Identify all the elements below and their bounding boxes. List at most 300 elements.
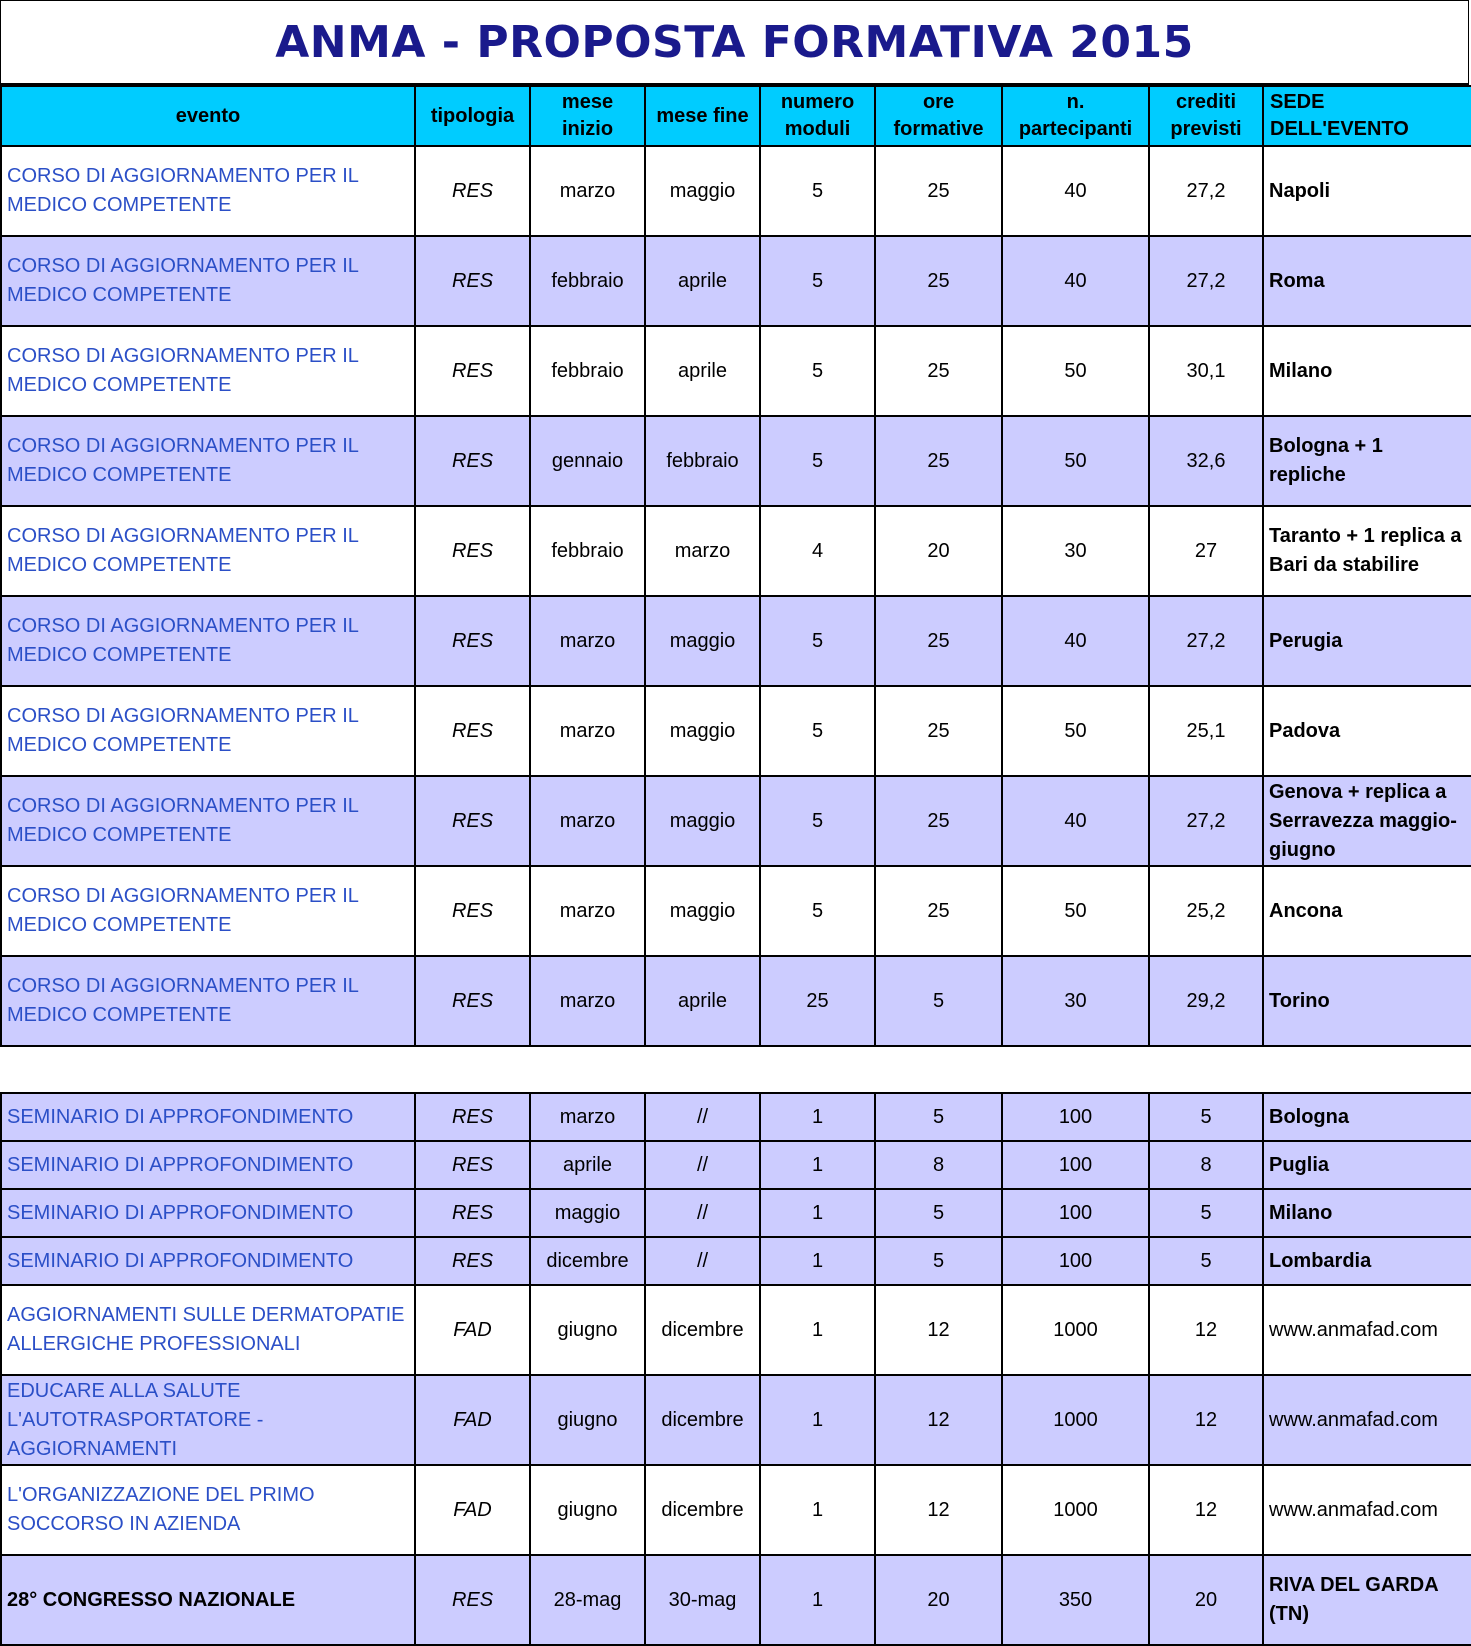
cell-evento-text: 28° CONGRESSO NAZIONALE (7, 1588, 296, 1611)
cell-mese-fine-text: febbraio (666, 449, 739, 472)
cell-mese-inizio[interactable] (530, 1141, 645, 1189)
cell-mese-inizio[interactable] (530, 1555, 645, 1645)
cell-mese-inizio-text: marzo (559, 1105, 616, 1128)
table-row (1, 1285, 1471, 1375)
cell-sede[interactable] (1263, 1375, 1471, 1465)
cell-crediti[interactable] (1149, 1375, 1263, 1465)
cell-numero-moduli[interactable] (760, 866, 875, 956)
cell-sede[interactable] (1263, 1285, 1471, 1375)
cell-numero-moduli-text: 5 (811, 269, 824, 292)
cell-ore-formative[interactable] (875, 776, 1002, 866)
cell-crediti[interactable] (1149, 1555, 1263, 1645)
cell-crediti[interactable] (1149, 236, 1263, 326)
cell-mese-fine[interactable] (645, 596, 760, 686)
cell-numero-moduli[interactable] (760, 1375, 875, 1465)
cell-crediti-text: 30,1 (1186, 359, 1226, 382)
cell-partecipanti-text: 100 (1058, 1249, 1093, 1272)
cell-crediti[interactable] (1149, 146, 1263, 236)
cell-tipologia[interactable] (415, 776, 530, 866)
cell-ore-formative[interactable] (875, 236, 1002, 326)
cell-numero-moduli[interactable] (760, 1285, 875, 1375)
cell-mese-fine[interactable] (645, 506, 760, 596)
cell-sede-text: Bari da stabilire (1269, 554, 1420, 576)
cell-mese-fine-text: aprile (678, 359, 727, 382)
cell-sede-text: Napoli (1269, 179, 1331, 202)
cell-evento[interactable] (1, 1465, 415, 1555)
cell-evento-text: ALLERGICHE PROFESSIONALI (7, 1333, 301, 1355)
cell-partecipanti[interactable] (1002, 1237, 1149, 1285)
cell-numero-moduli[interactable] (760, 596, 875, 686)
cell-numero-moduli-text: 1 (811, 1588, 824, 1611)
cell-mese-fine[interactable] (645, 1141, 760, 1189)
cell-partecipanti-text: 30 (1064, 989, 1087, 1012)
cell-tipologia[interactable] (415, 1375, 530, 1465)
table-row (1, 1375, 1471, 1465)
cell-mese-inizio[interactable] (530, 776, 645, 866)
cell-evento-text: MEDICO COMPETENTE (7, 644, 232, 666)
cell-tipologia[interactable] (415, 1237, 530, 1285)
cell-mese-inizio[interactable] (530, 1093, 645, 1141)
cell-numero-moduli[interactable] (760, 1189, 875, 1237)
table-row (1, 1237, 1471, 1285)
cell-evento-text: SEMINARIO DI APPROFONDIMENTO (7, 1249, 354, 1272)
cell-crediti-text: 25,1 (1186, 719, 1226, 742)
cell-tipologia-text: RES (451, 359, 494, 382)
cell-tipologia[interactable] (415, 416, 530, 506)
cell-numero-moduli-text: 1 (811, 1249, 824, 1272)
cell-partecipanti[interactable] (1002, 956, 1149, 1046)
cell-crediti-text: 12 (1194, 1318, 1218, 1341)
cell-evento[interactable] (1, 776, 415, 866)
cell-ore-formative[interactable] (875, 1555, 1002, 1645)
cell-mese-fine-text: maggio (669, 629, 736, 652)
cell-sede-text: Milano (1269, 359, 1333, 382)
cell-mese-inizio[interactable] (530, 866, 645, 956)
cell-numero-moduli[interactable] (760, 326, 875, 416)
cell-evento-text: L'ORGANIZZAZIONE DEL PRIMO (7, 1484, 315, 1506)
cell-partecipanti-text: 40 (1064, 269, 1087, 292)
cell-mese-fine[interactable] (645, 686, 760, 776)
cell-crediti-text: 8 (1200, 1153, 1212, 1176)
courses-table (0, 85, 1471, 1047)
cell-partecipanti[interactable] (1002, 596, 1149, 686)
cell-mese-inizio-text: aprile (563, 1153, 612, 1176)
cell-ore-formative[interactable] (875, 1093, 1002, 1141)
cell-numero-moduli-text: 1 (811, 1201, 824, 1224)
cell-mese-inizio[interactable] (530, 596, 645, 686)
cell-tipologia[interactable] (415, 866, 530, 956)
cell-mese-fine-text: maggio (669, 809, 736, 832)
cell-evento-text: MEDICO COMPETENTE (7, 374, 232, 396)
cell-crediti-text: 5 (1200, 1201, 1212, 1224)
cell-ore-formative[interactable] (875, 1237, 1002, 1285)
cell-mese-fine-text: 30-mag (668, 1588, 737, 1611)
cell-sede-text: Roma (1269, 269, 1325, 292)
cell-mese-inizio[interactable] (530, 1189, 645, 1237)
cell-mese-fine-text: aprile (678, 989, 727, 1012)
cell-numero-moduli-text: 5 (811, 179, 824, 202)
header-crediti[interactable]: crediti previsti (1149, 86, 1263, 146)
header-partecipanti[interactable]: n. partecipanti (1002, 86, 1149, 146)
cell-mese-fine-text: dicembre (661, 1318, 744, 1341)
cell-crediti[interactable] (1149, 1465, 1263, 1555)
cell-ore-formative[interactable] (875, 956, 1002, 1046)
cell-ore-formative[interactable] (875, 866, 1002, 956)
cell-ore-formative-text: 12 (927, 1498, 950, 1521)
cell-tipologia[interactable] (415, 596, 530, 686)
cell-evento-text: CORSO DI AGGIORNAMENTO PER IL (7, 345, 359, 367)
cell-partecipanti-text: 100 (1058, 1153, 1093, 1176)
cell-sede-text: www.anmafad.com (1269, 1498, 1438, 1521)
cell-evento[interactable] (1, 956, 415, 1046)
header-ore-formative[interactable]: ore formative (875, 86, 1002, 146)
cell-crediti[interactable] (1149, 1189, 1263, 1237)
cell-mese-inizio[interactable] (530, 1375, 645, 1465)
header-mese-fine[interactable]: mese fine (645, 86, 760, 146)
cell-crediti[interactable] (1149, 416, 1263, 506)
cell-tipologia[interactable] (415, 1465, 530, 1555)
cell-sede[interactable] (1263, 1141, 1471, 1189)
cell-ore-formative[interactable] (875, 596, 1002, 686)
cell-evento-text: MEDICO COMPETENTE (7, 464, 232, 486)
cell-ore-formative-text: 5 (932, 1105, 945, 1128)
cell-partecipanti[interactable] (1002, 686, 1149, 776)
cell-numero-moduli[interactable] (760, 1093, 875, 1141)
cell-sede-text: Genova + replica a (1269, 780, 1447, 803)
cell-sede[interactable] (1263, 1093, 1471, 1141)
cell-crediti[interactable] (1149, 1141, 1263, 1189)
cell-crediti-text: 27 (1194, 539, 1218, 562)
cell-partecipanti[interactable] (1002, 1465, 1149, 1555)
cell-tipologia[interactable] (415, 1141, 530, 1189)
cell-sede-text: Bologna + 1 repliche (1269, 435, 1383, 486)
cell-evento-text: EDUCARE ALLA SALUTE (7, 1379, 241, 1402)
cell-crediti-text: 27,2 (1186, 809, 1226, 832)
cell-mese-fine-text: dicembre (661, 1408, 744, 1431)
cell-ore-formative-text: 25 (927, 899, 950, 922)
cell-evento-text: SEMINARIO DI APPROFONDIMENTO (7, 1153, 354, 1176)
cell-crediti[interactable] (1149, 1285, 1263, 1375)
cell-crediti[interactable] (1149, 506, 1263, 596)
cell-numero-moduli[interactable] (760, 1465, 875, 1555)
cell-tipologia[interactable] (415, 1285, 530, 1375)
cell-ore-formative-text: 20 (927, 1588, 950, 1611)
cell-tipologia-text: RES (451, 449, 494, 472)
cell-mese-inizio-text: giugno (557, 1408, 618, 1431)
cell-tipologia[interactable] (415, 236, 530, 326)
cell-evento[interactable] (1, 1237, 415, 1285)
cell-numero-moduli-text: 1 (811, 1318, 824, 1341)
cell-evento-text: AGGIORNAMENTI (7, 1437, 178, 1460)
cell-mese-fine[interactable] (645, 416, 760, 506)
cell-crediti-text: 20 (1194, 1588, 1218, 1611)
cell-ore-formative[interactable] (875, 1285, 1002, 1375)
cell-mese-fine-text: maggio (669, 179, 736, 202)
cell-evento-text: SOCCORSO IN AZIENDA (7, 1513, 241, 1535)
cell-tipologia-text: RES (451, 899, 494, 922)
cell-numero-moduli[interactable] (760, 776, 875, 866)
cell-evento-text: CORSO DI AGGIORNAMENTO PER IL (7, 705, 359, 727)
cell-crediti-text: 5 (1200, 1105, 1212, 1128)
cell-mese-inizio[interactable] (530, 506, 645, 596)
cell-partecipanti[interactable] (1002, 776, 1149, 866)
cell-sede-text: giugno (1269, 838, 1336, 861)
cell-evento[interactable] (1, 236, 415, 326)
cell-ore-formative-text: 25 (927, 179, 950, 202)
cell-ore-formative[interactable] (875, 686, 1002, 776)
cell-evento-text: AGGIORNAMENTI SULLE DERMATOPATIE (7, 1304, 405, 1326)
cell-evento[interactable] (1, 146, 415, 236)
cell-evento-text: MEDICO COMPETENTE (7, 194, 232, 216)
cell-numero-moduli[interactable] (760, 1141, 875, 1189)
cell-ore-formative-text: 5 (932, 1201, 945, 1224)
cell-ore-formative[interactable] (875, 1141, 1002, 1189)
cell-tipologia-text: RES (451, 809, 494, 832)
cell-mese-fine[interactable] (645, 1465, 760, 1555)
cell-mese-inizio[interactable] (530, 956, 645, 1046)
table-row (1, 326, 1471, 416)
cell-evento[interactable] (1, 1093, 415, 1141)
cell-mese-fine[interactable] (645, 1189, 760, 1237)
cell-mese-inizio[interactable] (530, 1465, 645, 1555)
cell-crediti-text: 25,2 (1186, 899, 1226, 922)
cell-tipologia[interactable] (415, 146, 530, 236)
cell-sede-text: Milano (1269, 1201, 1333, 1224)
cell-sede-text: Ancona (1269, 899, 1343, 922)
cell-sede[interactable] (1263, 866, 1471, 956)
header-evento[interactable]: evento (1, 86, 415, 146)
cell-evento-text: CORSO DI AGGIORNAMENTO PER IL (7, 165, 359, 187)
cell-mese-fine[interactable] (645, 1375, 760, 1465)
cell-partecipanti-text: 1000 (1053, 1498, 1098, 1521)
cell-evento[interactable] (1, 506, 415, 596)
cell-numero-moduli-text: 5 (811, 359, 824, 382)
cell-tipologia[interactable] (415, 956, 530, 1046)
cell-evento[interactable] (1, 1375, 415, 1465)
cell-partecipanti[interactable] (1002, 1189, 1149, 1237)
cell-crediti[interactable] (1149, 326, 1263, 416)
cell-partecipanti-text: 350 (1058, 1588, 1093, 1611)
cell-evento-text: MEDICO COMPETENTE (7, 1004, 232, 1026)
cell-numero-moduli[interactable] (760, 686, 875, 776)
table-row (1, 1141, 1471, 1189)
cell-evento-text: MEDICO COMPETENTE (7, 734, 232, 756)
cell-crediti[interactable] (1149, 866, 1263, 956)
cell-mese-inizio[interactable] (530, 1237, 645, 1285)
cell-ore-formative[interactable] (875, 506, 1002, 596)
cell-numero-moduli-text: 5 (811, 899, 824, 922)
cell-sede[interactable] (1263, 686, 1471, 776)
cell-mese-inizio[interactable] (530, 236, 645, 326)
header-numero-moduli[interactable]: numero moduli (760, 86, 875, 146)
table-row (1, 1465, 1471, 1555)
cell-partecipanti[interactable] (1002, 146, 1149, 236)
cell-evento[interactable] (1, 686, 415, 776)
cell-ore-formative[interactable] (875, 416, 1002, 506)
cell-partecipanti-text: 100 (1058, 1105, 1093, 1128)
cell-ore-formative-text: 8 (932, 1153, 945, 1176)
page-title: ANMA - PROPOSTA FORMATIVA 2015 (275, 16, 1194, 68)
cell-tipologia-text: RES (451, 629, 494, 652)
cell-numero-moduli-text: 1 (811, 1153, 824, 1176)
header-sede[interactable]: SEDE DELL'EVENTO (1263, 86, 1471, 146)
cell-crediti[interactable] (1149, 956, 1263, 1046)
cell-mese-inizio-text: febbraio (551, 359, 624, 382)
cell-sede-text: Taranto + 1 replica a (1269, 525, 1462, 547)
cell-crediti[interactable] (1149, 1237, 1263, 1285)
cell-numero-moduli[interactable] (760, 1237, 875, 1285)
cell-partecipanti[interactable] (1002, 416, 1149, 506)
cell-numero-moduli[interactable] (760, 146, 875, 236)
cell-sede[interactable] (1263, 506, 1471, 596)
cell-evento[interactable] (1, 1189, 415, 1237)
cell-tipologia-text: RES (451, 269, 494, 292)
cell-crediti[interactable] (1149, 776, 1263, 866)
cell-sede-text: Torino (1269, 989, 1330, 1012)
cell-mese-fine-text: // (696, 1249, 709, 1272)
cell-mese-fine-text: maggio (669, 899, 736, 922)
cell-sede[interactable] (1263, 146, 1471, 236)
cell-tipologia[interactable] (415, 1093, 530, 1141)
cell-numero-moduli[interactable] (760, 956, 875, 1046)
cell-crediti[interactable] (1149, 596, 1263, 686)
cell-mese-fine[interactable] (645, 236, 760, 326)
cell-ore-formative-text: 25 (927, 359, 950, 382)
cell-evento[interactable] (1, 1141, 415, 1189)
cell-mese-fine[interactable] (645, 146, 760, 236)
title-cell[interactable] (0, 0, 1469, 85)
cell-crediti-text: 29,2 (1186, 989, 1226, 1012)
cell-ore-formative[interactable] (875, 146, 1002, 236)
cell-numero-moduli[interactable] (760, 416, 875, 506)
cell-sede[interactable] (1263, 416, 1471, 506)
cell-evento-text: CORSO DI AGGIORNAMENTO PER IL (7, 885, 359, 907)
header-mese-inizio[interactable]: mese inizio (530, 86, 645, 146)
cell-partecipanti[interactable] (1002, 1141, 1149, 1189)
cell-ore-formative-text: 25 (927, 719, 950, 742)
cell-sede[interactable] (1263, 236, 1471, 326)
cell-evento[interactable] (1, 416, 415, 506)
cell-tipologia[interactable] (415, 506, 530, 596)
cell-sede-text: Padova (1269, 719, 1341, 742)
cell-mese-inizio[interactable] (530, 1285, 645, 1375)
header-tipologia[interactable]: tipologia (415, 86, 530, 146)
cell-partecipanti-text: 50 (1064, 359, 1087, 382)
cell-mese-inizio[interactable] (530, 416, 645, 506)
cell-numero-moduli[interactable] (760, 1555, 875, 1645)
cell-mese-fine[interactable] (645, 1093, 760, 1141)
cell-sede[interactable] (1263, 1555, 1471, 1645)
cell-sede[interactable] (1263, 1465, 1471, 1555)
cell-sede[interactable] (1263, 956, 1471, 1046)
cell-mese-inizio-text: marzo (559, 899, 616, 922)
cell-partecipanti[interactable] (1002, 1555, 1149, 1645)
cell-mese-fine[interactable] (645, 1285, 760, 1375)
cell-mese-inizio[interactable] (530, 686, 645, 776)
cell-numero-moduli[interactable] (760, 236, 875, 326)
cell-partecipanti[interactable] (1002, 1285, 1149, 1375)
cell-sede-text: www.anmafad.com (1269, 1318, 1438, 1341)
cell-crediti-text: 12 (1194, 1498, 1218, 1521)
cell-mese-fine[interactable] (645, 956, 760, 1046)
cell-sede[interactable] (1263, 1189, 1471, 1237)
cell-ore-formative[interactable] (875, 1465, 1002, 1555)
cell-crediti[interactable] (1149, 686, 1263, 776)
cell-evento[interactable] (1, 596, 415, 686)
cell-mese-fine[interactable] (645, 1237, 760, 1285)
cell-partecipanti[interactable] (1002, 866, 1149, 956)
cell-tipologia[interactable] (415, 1189, 530, 1237)
cell-tipologia-text: RES (451, 1105, 494, 1128)
cell-ore-formative[interactable] (875, 326, 1002, 416)
cell-mese-fine-text: // (696, 1153, 709, 1176)
cell-partecipanti[interactable] (1002, 236, 1149, 326)
cell-evento[interactable] (1, 1285, 415, 1375)
cell-mese-fine[interactable] (645, 1555, 760, 1645)
cell-partecipanti[interactable] (1002, 1375, 1149, 1465)
cell-tipologia[interactable] (415, 1555, 530, 1645)
cell-numero-moduli-text: 25 (806, 989, 829, 1012)
cell-evento-text: CORSO DI AGGIORNAMENTO PER IL (7, 795, 359, 817)
cell-mese-fine[interactable] (645, 866, 760, 956)
cell-evento-text: MEDICO COMPETENTE (7, 554, 232, 576)
cell-sede[interactable] (1263, 1237, 1471, 1285)
cell-partecipanti-text: 50 (1064, 719, 1087, 742)
cell-tipologia-text: FAD (453, 1498, 492, 1521)
cell-evento[interactable] (1, 1555, 415, 1645)
cell-evento-text: MEDICO COMPETENTE (7, 914, 232, 936)
cell-ore-formative[interactable] (875, 1189, 1002, 1237)
cell-tipologia-text: FAD (453, 1408, 492, 1431)
cell-sede-text: Perugia (1269, 629, 1343, 652)
cell-evento-text: CORSO DI AGGIORNAMENTO PER IL (7, 525, 359, 547)
table-row (1, 1555, 1471, 1645)
cell-mese-inizio[interactable] (530, 146, 645, 236)
cell-partecipanti-text: 1000 (1053, 1318, 1098, 1341)
cell-sede-text: RIVA DEL GARDA (1269, 1574, 1439, 1596)
cell-numero-moduli-text: 5 (811, 809, 824, 832)
cell-ore-formative-text: 5 (932, 989, 945, 1012)
cell-crediti[interactable] (1149, 1093, 1263, 1141)
cell-mese-inizio-text: giugno (557, 1498, 618, 1521)
cell-mese-inizio-text: gennaio (551, 449, 624, 472)
cell-sede-text: Puglia (1269, 1153, 1330, 1176)
cell-partecipanti[interactable] (1002, 326, 1149, 416)
cell-tipologia[interactable] (415, 686, 530, 776)
cell-partecipanti-text: 40 (1064, 809, 1087, 832)
cell-sede[interactable] (1263, 596, 1471, 686)
cell-ore-formative-text: 20 (927, 539, 950, 562)
cell-partecipanti[interactable] (1002, 506, 1149, 596)
cell-sede[interactable] (1263, 776, 1471, 866)
cell-mese-inizio[interactable] (530, 326, 645, 416)
cell-numero-moduli[interactable] (760, 506, 875, 596)
cell-mese-fine[interactable] (645, 776, 760, 866)
cell-numero-moduli-text: 1 (811, 1498, 824, 1521)
table-row (1, 776, 1471, 866)
cell-sede[interactable] (1263, 326, 1471, 416)
cell-crediti-text: 27,2 (1186, 179, 1226, 202)
cell-tipologia-text: RES (451, 539, 494, 562)
cell-partecipanti-text: 40 (1064, 179, 1087, 202)
cell-partecipanti[interactable] (1002, 1093, 1149, 1141)
cell-ore-formative[interactable] (875, 1375, 1002, 1465)
cell-mese-fine[interactable] (645, 326, 760, 416)
cell-sede-text: Serravezza maggio- (1269, 809, 1457, 832)
cell-tipologia[interactable] (415, 326, 530, 416)
cell-evento[interactable] (1, 326, 415, 416)
cell-evento[interactable] (1, 866, 415, 956)
